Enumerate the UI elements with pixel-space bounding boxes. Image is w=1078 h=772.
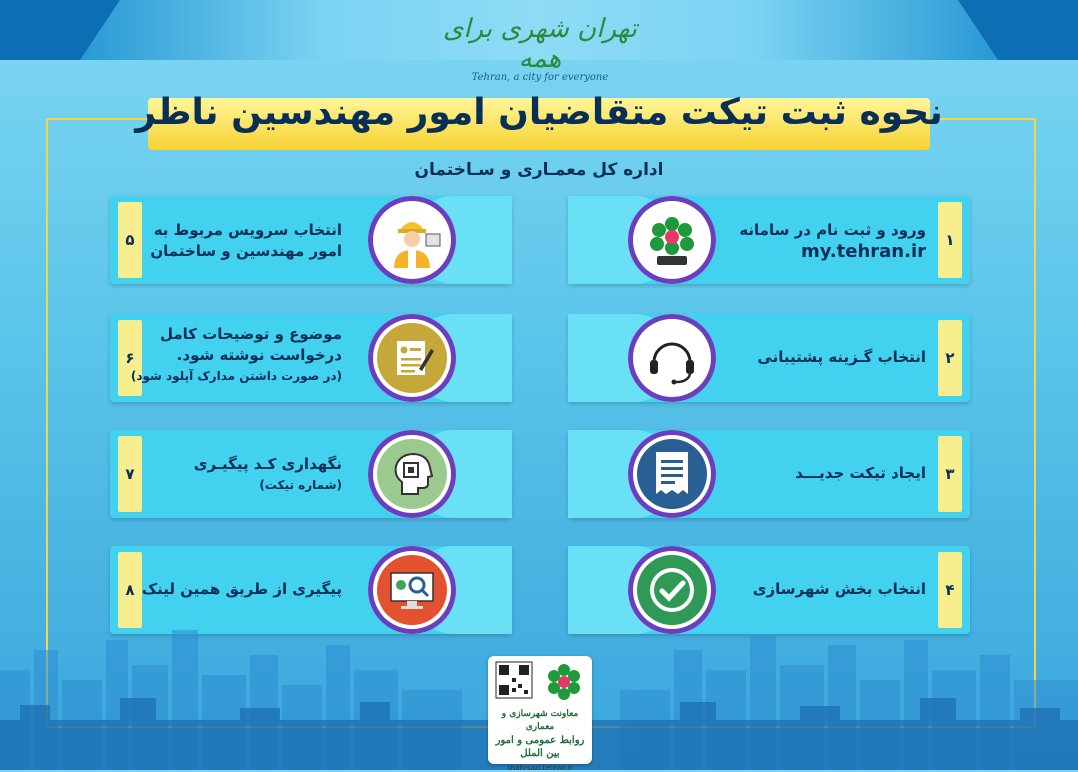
engineer-icon bbox=[368, 196, 456, 284]
form-edit-icon bbox=[368, 314, 456, 402]
step-text-line1: انتخاب سرویس مربوط به bbox=[153, 221, 342, 239]
qr-code-icon bbox=[488, 656, 592, 704]
step-text-line1: ورود و ثبت نام در سامانه bbox=[739, 221, 926, 239]
page-title: نحوه ثبت تیکت متقاضیان امور مهندسین ناظر bbox=[135, 92, 943, 133]
step-card-7 bbox=[110, 430, 512, 518]
logo-en-text: Tehran, a city for everyone bbox=[471, 72, 609, 83]
step-text-note: (در صورت داشتن مدارک آپلود شود) bbox=[130, 369, 342, 383]
step-number: ۱ bbox=[938, 202, 962, 278]
step-number: ۲ bbox=[938, 320, 962, 396]
top-right-chevron bbox=[778, 0, 1078, 60]
step-text-line1: نگهداری کـد پیگیـری bbox=[193, 455, 342, 473]
step-text-line1: پیگیری از طریق همین لینک bbox=[141, 580, 342, 598]
step-text-note: (شماره تیکت) bbox=[259, 478, 342, 492]
footer-logo bbox=[488, 656, 592, 772]
tehran-logo bbox=[420, 8, 660, 88]
head-memory-icon bbox=[368, 430, 456, 518]
step-card-3 bbox=[568, 430, 970, 518]
step-number: ۴ bbox=[938, 552, 962, 628]
step-card-1 bbox=[568, 196, 970, 284]
logo-fa-text: تهران شهری برای همه bbox=[442, 14, 638, 74]
step-card-2 bbox=[568, 314, 970, 402]
step-card-6 bbox=[110, 314, 512, 402]
step-number: ۵ bbox=[118, 202, 142, 278]
step-number: ۶ bbox=[118, 320, 142, 396]
page-subtitle: اداره کل معمـاری و سـاختمان bbox=[414, 160, 664, 180]
step-text-line1: ایجاد تیکت جدیـــد bbox=[795, 464, 926, 482]
step-card-5 bbox=[110, 196, 512, 284]
step-text-line2: امور مهندسین و ساختمان bbox=[150, 242, 342, 260]
top-left-chevron bbox=[0, 0, 300, 60]
footer-org-line1: معاونت شهرسازی و معماری bbox=[501, 709, 579, 732]
step-number: ۳ bbox=[938, 436, 962, 512]
step-number: ۸ bbox=[118, 552, 142, 628]
footer-url: shahrsazi.tehran.ir bbox=[507, 764, 573, 772]
step-number: ۷ bbox=[118, 436, 142, 512]
step-text-line2: my.tehran.ir bbox=[800, 241, 926, 262]
step-text-line1: موضوع و توضیحات کامل bbox=[159, 325, 342, 343]
step-text-line1: انتخاب بخش شهرسازی bbox=[752, 580, 926, 598]
step-text-line1: انتخاب گـزینه پشتیبانی bbox=[757, 348, 926, 366]
step-text-line2: درخواست نوشته شود. bbox=[176, 346, 342, 364]
footer-org-line2: روابط عمومی و امور بین الملل bbox=[495, 735, 585, 759]
